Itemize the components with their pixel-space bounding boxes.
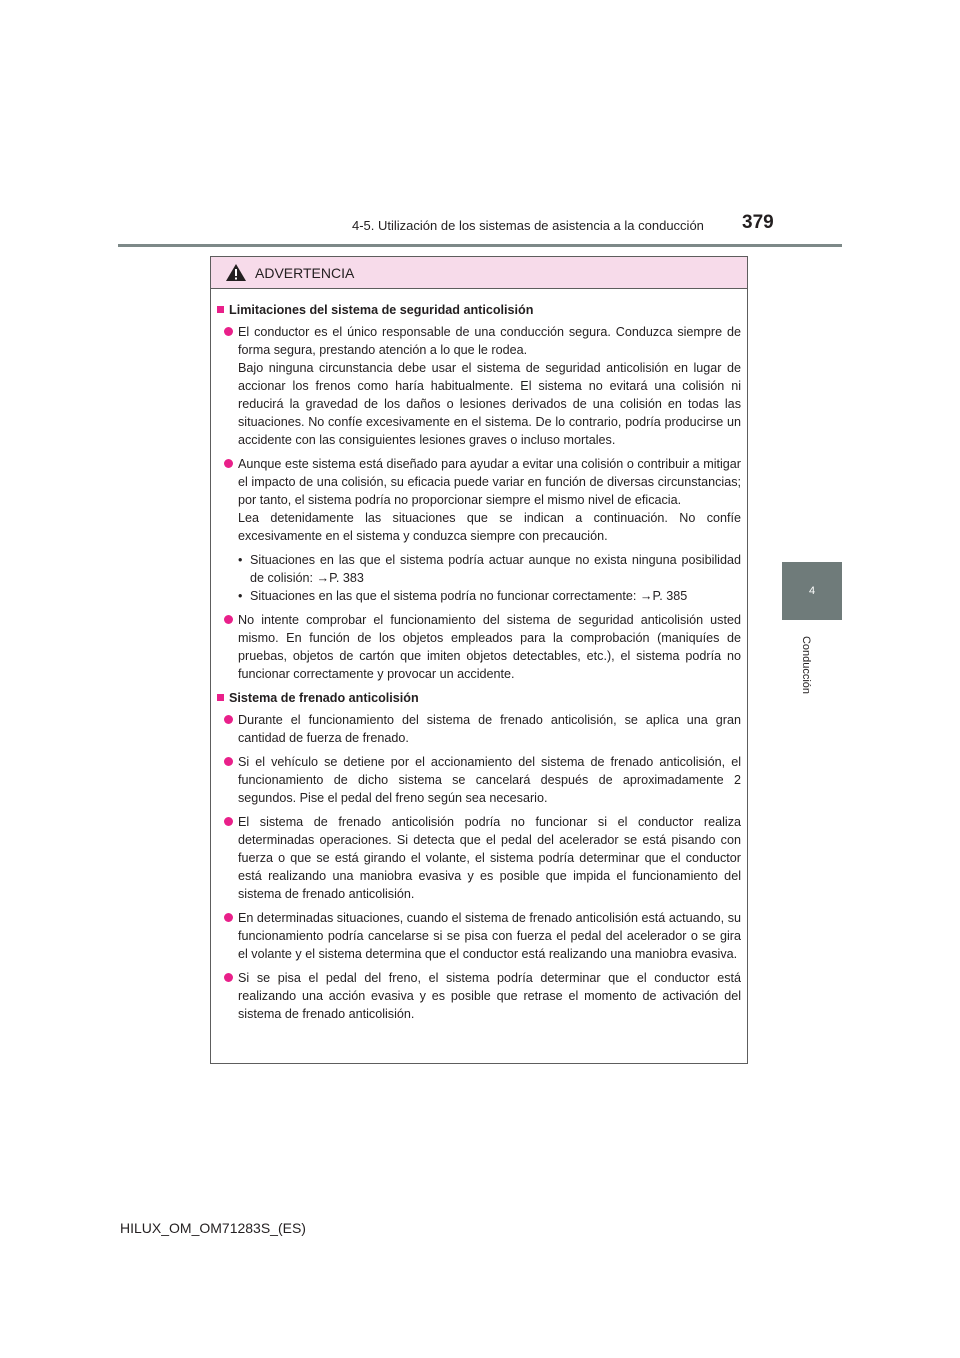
sub-list-item-text: Situaciones en las que el sistema podría actuar aunque no exista ninguna posibilidad de colisión: →P. 383: [250, 553, 741, 585]
warning-triangle-icon: [225, 263, 247, 282]
document-code: HILUX_OM_OM71283S_(ES): [120, 1220, 306, 1236]
dot-bullet-icon: [224, 757, 233, 766]
sub-list-item: [238, 551, 741, 587]
list-item: [224, 909, 741, 963]
dot-bullet-icon: [224, 715, 233, 724]
dot-bullet-icon: [224, 973, 233, 982]
square-bullet-icon: [217, 694, 224, 701]
list-item: [224, 711, 741, 747]
bullet-icon: •: [238, 553, 243, 567]
list-item-text: [238, 711, 741, 747]
list-item-text: [238, 611, 741, 683]
dot-bullet-icon: [224, 327, 233, 336]
sub-list: [238, 551, 741, 605]
paragraph: No intente comprobar el funcionamiento del sistema de seguridad anticolisión usted mismo. En función de los objetos empleados para la comprobación (maniquíes de pruebas, objetos de cartón que imiten objetos detectables, etc.), el sistema podría no funcionar correctamente y provocar un accidente.: [238, 613, 741, 681]
chapter-label: Conducción: [800, 635, 812, 695]
sub-list-item-text: Situaciones en las que el sistema podría no funcionar correctamente: →P. 385: [250, 589, 688, 603]
warning-body: [211, 289, 747, 1023]
section-heading-text: Limitaciones del sistema de seguridad anticolisión: [229, 303, 534, 317]
chapter-tab[interactable]: [782, 562, 842, 620]
paragraph: Si el vehículo se detiene por el accionamiento del sistema de frenado anticolisión, el funcionamiento de dicho sistema se cancelará después de aproximadamente 2 segundos. Pise el pedal del freno según sea necesario.: [238, 755, 741, 805]
dot-bullet-icon: [224, 459, 233, 468]
section-heading: [217, 301, 741, 319]
square-bullet-icon: [217, 306, 224, 313]
paragraph: El conductor es el único responsable de una conducción segura. Conduzca siempre de forma segura, prestando atención a lo que le rodea.: [238, 325, 741, 357]
list-item-text: [238, 455, 741, 605]
list-item: [224, 455, 741, 605]
paragraph: Bajo ninguna circunstancia debe usar el sistema de seguridad anticolisión en lugar de accionar los frenos como haría habitualmente. El sistema no evitará una colisión ni reducirá la gravedad de los daños o lesiones derivados de una colisión en todas las situaciones. No confíe excesivamente en el sistema. De lo contrario, podría producirse un accidente con las consiguientes lesiones graves o incluso mortales.: [238, 361, 741, 447]
list-item: [224, 753, 741, 807]
warning-title: ADVERTENCIA: [255, 264, 355, 281]
bullet-icon: •: [238, 589, 243, 603]
sub-list-item: [238, 587, 741, 605]
list-item-text: [238, 813, 741, 903]
paragraph: Si se pisa el pedal del freno, el sistema podría determinar que el conductor está realizando una acción evasiva y es posible que retrase el momento de activación del sistema de frenado anticolisión.: [238, 971, 741, 1021]
paragraph: Aunque este sistema está diseñado para ayudar a evitar una colisión o contribuir a mitigar el impacto de una colisión, su eficacia puede variar en función de diversas circunstancias; por tanto, el sistema podría no proporcionar siempre el mismo nivel de eficacia.: [238, 457, 741, 507]
section-heading: [217, 689, 741, 707]
list-item: [224, 611, 741, 683]
list-item-text: [238, 753, 741, 807]
list-item-text: [238, 323, 741, 449]
section-title: 4-5. Utilización de los sistemas de asistencia a la conducción: [352, 218, 704, 233]
section-heading-text: Sistema de frenado anticolisión: [229, 691, 419, 705]
list-item: [224, 969, 741, 1023]
dot-bullet-icon: [224, 817, 233, 826]
dot-bullet-icon: [224, 615, 233, 624]
paragraph: Durante el funcionamiento del sistema de frenado anticolisión, se aplica una gran cantidad de fuerza de frenado.: [238, 713, 741, 745]
paragraph: En determinadas situaciones, cuando el sistema de frenado anticolisión está actuando, su funcionamiento podría cancelarse si se pisa con fuerza el pedal del acelerador o se gira el volante y el sistema determina que el conductor está realizando una maniobra evasiva.: [238, 911, 741, 961]
warning-header: [211, 257, 747, 289]
list-item: [224, 813, 741, 903]
paragraph: El sistema de frenado anticolisión podría no funcionar si el conductor realiza determinadas operaciones. Si detecta que el pedal del acelerador se está pisando con fuerza o que se está girando el volante, el sistema podría determinar que el conductor está realizando una maniobra evasiva y es posible que impida el funcionamiento del sistema de frenado anticolisión.: [238, 815, 741, 901]
list-item: [224, 323, 741, 449]
warning-box: [210, 256, 748, 1064]
chapter-number: 4: [808, 585, 816, 597]
paragraph: Lea detenidamente las situaciones que se indican a continuación. No confíe excesivamente en el sistema y conduzca siempre con precaución.: [238, 511, 741, 543]
header-rule: [118, 244, 842, 247]
list-item-text: [238, 969, 741, 1023]
dot-bullet-icon: [224, 913, 233, 922]
list-item-text: [238, 909, 741, 963]
page-number: 379: [742, 212, 774, 233]
